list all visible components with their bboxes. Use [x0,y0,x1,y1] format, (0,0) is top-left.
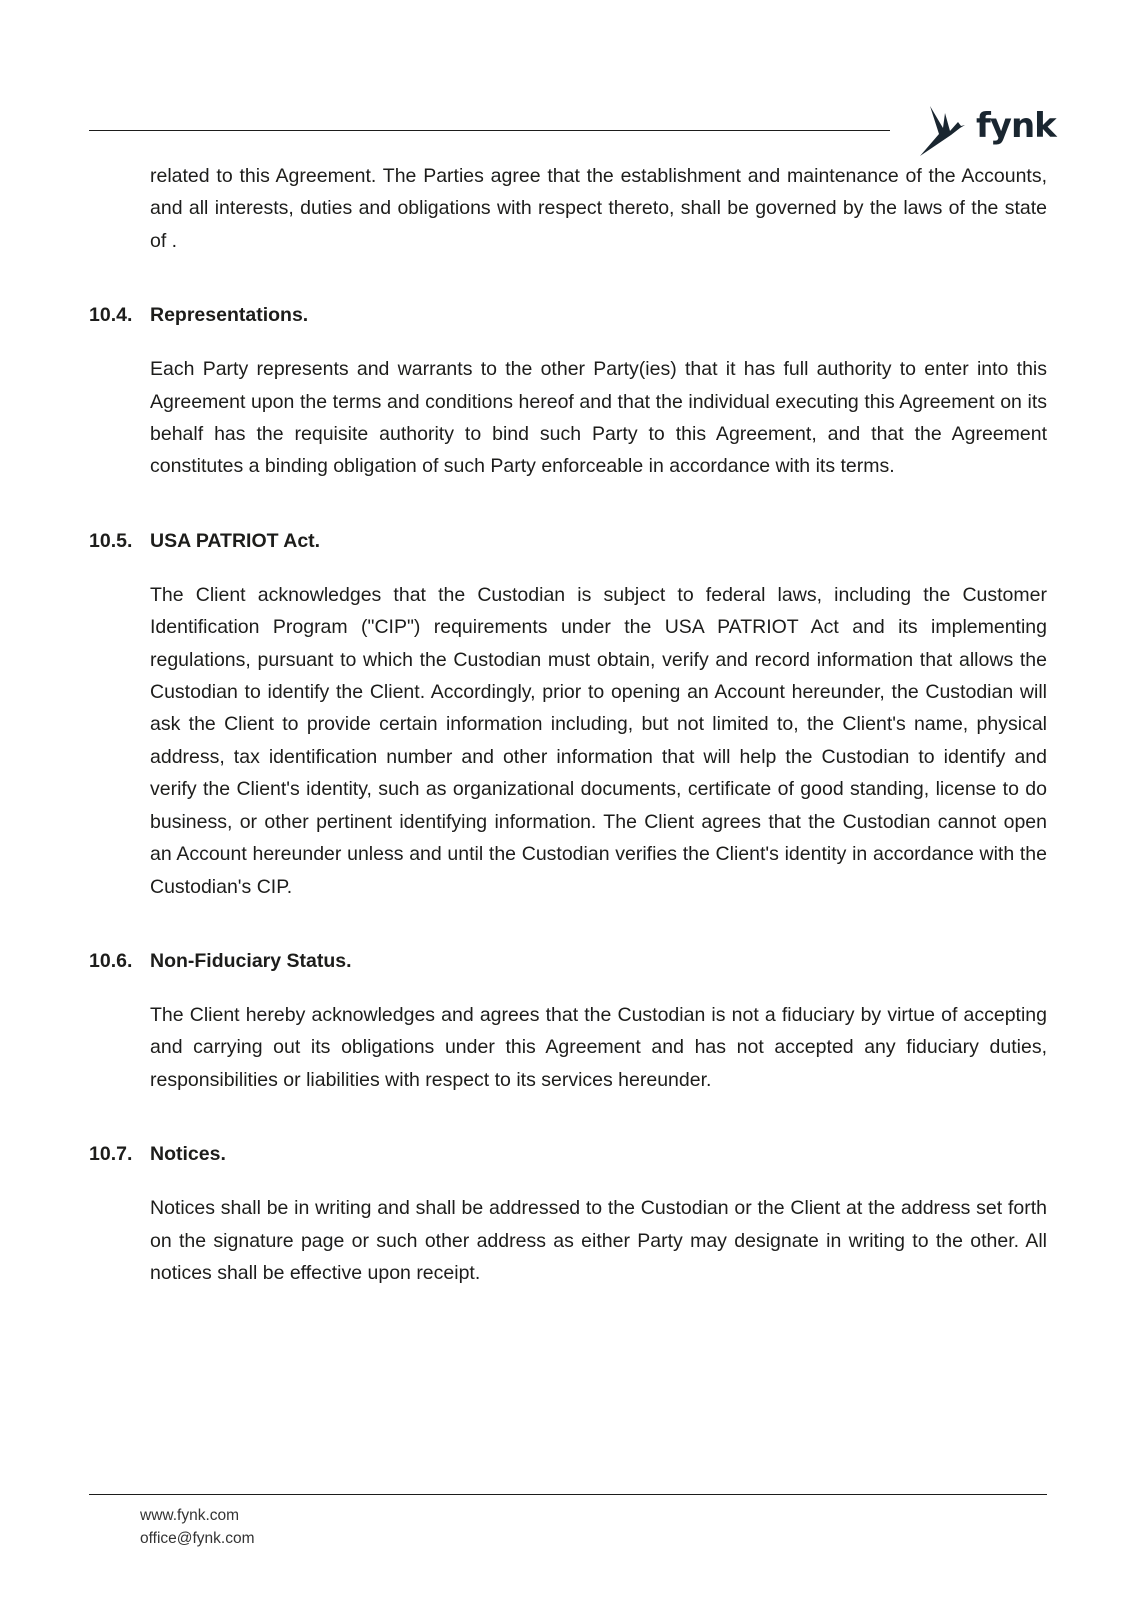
section-title: Representations. [150,304,309,327]
header-rule [89,130,890,131]
section-paragraph-usa-patriot-act: The Client acknowledges that the Custodian is subject to federal laws, including the Customer Identification Program ("CIP") requirements under the USA PATRIOT Act and its implementing regulations, pursuant to which the Custodian must obtain, verify and record information that allows the Custodian to identify the Client. Accordingly, prior to opening an Account hereunder, the Custodian will ask the Client to provide certain information including, but not limited to, the Client's name, physical address, tax identification number and other information that will help the Custodian to identify and verify the Client's identity, such as organizational documents, certificate of good standing, license to do business, or other pertinent identifying information. The Client agrees that the Custodian cannot open an Account hereunder unless and until the Custodian verifies the Client's identity in accordance with the Custodian's CIP. [150,583,1047,898]
logo-text: fynk [976,106,1056,146]
section-title: Notices. [150,1143,226,1166]
section-paragraph-notices: Notices shall be in writing and shall be addressed to the Custodian or the Client at the address set forth on the signature page or such other address as either Party may designate in writing to the other. All notices shall be effective upon receipt. [150,1197,1047,1284]
section-heading-non-fiduciary-status [89,945,1047,977]
footer-website-link[interactable]: www.fynk.com [140,1507,240,1524]
section-number: 10.7. [89,1143,133,1166]
footer [140,1504,255,1550]
section-number: 10.5. [89,529,133,552]
section-heading-representations [89,299,1047,331]
footer-rule [89,1494,1047,1495]
section-number: 10.4. [89,304,133,327]
section-number: 10.6. [89,949,133,972]
section-title: Non-Fiduciary Status. [150,949,352,972]
section-paragraph-representations: Each Party represents and warrants to the other Party(ies) that it has full authority to enter into this Agreement upon the terms and conditions hereof and that the individual executing this Agreement on its behalf has the requisite authority to bind such Party to this Agreement, and that the Agreement constitutes a binding obligation of such Party enforceable in accordance with its terms. [150,358,1047,478]
section-paragraph-non-fiduciary-status: The Client hereby acknowledges and agrees that the Custodian is not a fiduciary by virtue of accepting and carrying out its obligations under this Agreement and has not accepted any fiduciary duties, responsibilities or liabilities with respect to its services hereunder. [150,1003,1047,1091]
document-body [89,160,1047,1289]
intro-paragraph: related to this Agreement. The Parties agree that the establishment and maintenance of the Accounts, and all interests, duties and obligations with respect thereto, shall be governed by the laws of the state of . [150,165,1047,252]
section-heading-notices [89,1138,1047,1170]
bird-logo-icon [918,104,978,158]
fynk-logo [918,104,1056,158]
section-title: USA PATRIOT Act. [150,529,321,552]
section-heading-usa-patriot-act [89,525,1047,557]
footer-email-link[interactable]: office@fynk.com [140,1530,255,1547]
